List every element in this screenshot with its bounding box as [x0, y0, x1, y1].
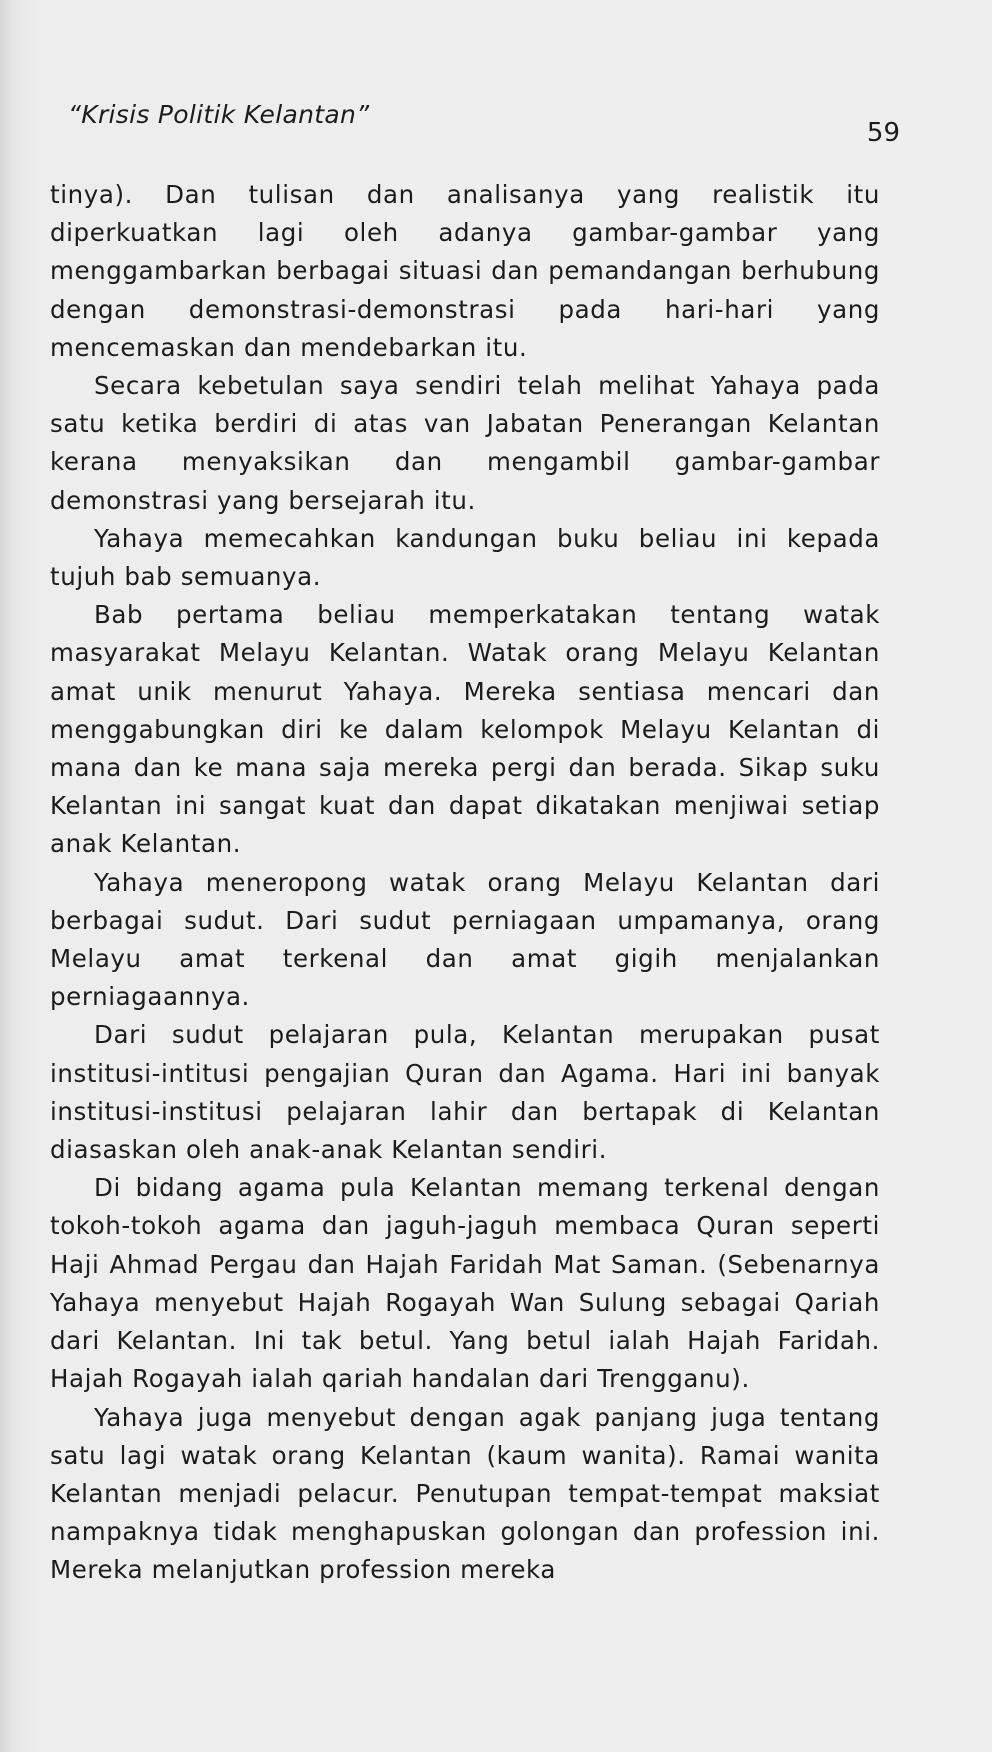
paragraph: Yahaya meneropong watak orang Melayu Kelantan dari berbagai sudut. Dari sudut perniagaan umpamanya, orang Melayu amat terkenal dan amat gigih menjalankan perniagaannya. [50, 867, 880, 1012]
paragraph: Yahaya juga menyebut dengan agak panjang juga tentang satu lagi watak orang Kelantan (kaum wanita). Ramai wanita Kelantan menjadi pelacur. Penutupan tempat-tempat maksiat nampaknya tidak menghapuskan golongan dan profession ini. Mereka melanjutkan profession mereka [50, 1402, 880, 1585]
page-number: 59 [866, 118, 900, 148]
paragraph: Dari sudut pelajaran pula, Kelantan merupakan pusat institusi-intitusi pengajian Quran dan Agama. Hari ini banyak institusi-institusi pelajaran lahir dan bertapak di Kelantan diasaskan oleh anak-anak Kelantan sendiri. [50, 1020, 880, 1165]
paragraph: tinya). Dan tulisan dan analisanya yang realistik itu diperkuatkan lagi oleh adanya gambar-gambar yang menggambarkan berbagai situasi dan pemandangan berhubung dengan demonstrasi-demonstrasi pada hari-hari yang mencemaskan dan mendebarkan itu. [50, 180, 880, 362]
paragraph: Yahaya memecahkan kandungan buku beliau ini kepada tujuh bab semuanya. [50, 523, 880, 592]
body-text [50, 176, 880, 1590]
paragraph: Secara kebetulan saya sendiri telah melihat Yahaya pada satu ketika berdiri di atas van Jabatan Penerangan Kelantan kerana menyaksikan dan mengambil gambar-gambar demonstrasi yang bersejarah itu. [50, 371, 880, 515]
paragraph: Bab pertama beliau memperkatakan tentang watak masyarakat Melayu Kelantan. Watak orang Melayu Kelantan amat unik menurut Yahaya. Mereka sentiasa mencari dan menggabungkan diri ke dalam kelompok Melayu Kelantan di mana dan ke mana saja mereka pergi dan berada. Sikap suku Kelantan ini sangat kuat dan dapat dikatakan menjiwai setiap anak Kelantan. [50, 600, 880, 859]
paragraph: Di bidang agama pula Kelantan memang terkenal dengan tokoh-tokoh agama dan jaguh-jaguh membaca Quran seperti Haji Ahmad Pergau dan Hajah Faridah Mat Saman. (Sebenarnya Yahaya menyebut Hajah Rogayah Wan Sulung sebagai Qariah dari Kelantan. Ini tak betul. Yang betul ialah Hajah Faridah. Hajah Rogayah ialah qariah handalan dari Trengganu). [50, 1173, 880, 1394]
running-header-title: “Krisis Politik Kelantan” [68, 100, 370, 129]
